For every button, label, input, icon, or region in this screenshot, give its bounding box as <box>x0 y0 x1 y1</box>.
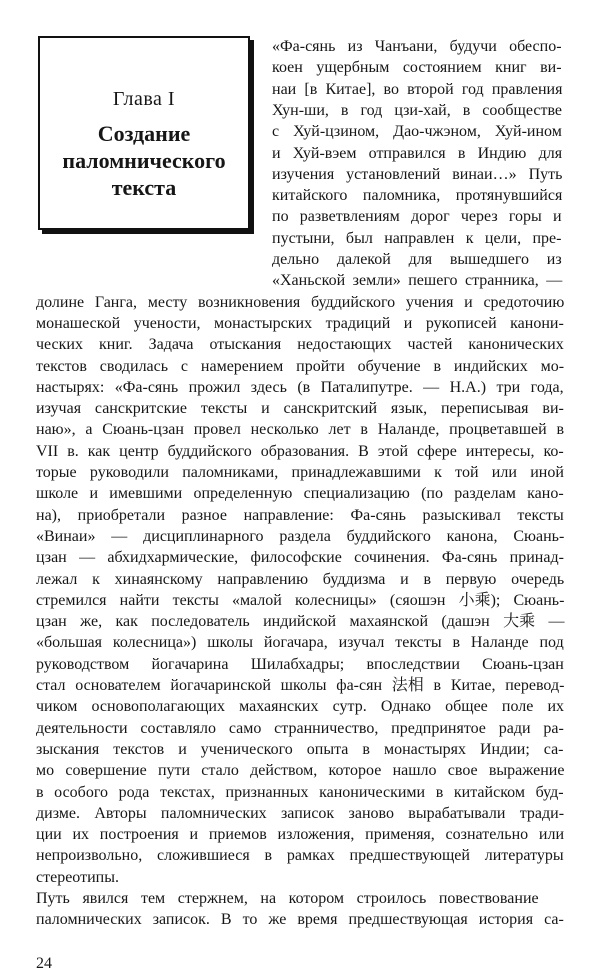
text-line: наю», а Сюань-цзан провел несколько лет в Наланде, процветавшей в <box>36 421 565 439</box>
text-line: наи [в Китае], во второй год правления <box>272 80 563 98</box>
text-line: дизме. Авторы паломнических записок заново вырабатывали тради- <box>36 804 565 822</box>
text-line: цзан же, как последователь индийской махаянской (дашэн 大乘 — <box>36 613 565 631</box>
text-line: дельно далекой для вышедшего из <box>272 251 562 268</box>
text-line: коен ущербным состоянием книг ви- <box>272 59 562 77</box>
chapter-heading-box <box>38 36 250 230</box>
chapter-title-line: текста <box>111 175 177 200</box>
text-line: в особого рода текстах, признанных каноническими в китайском буд- <box>36 783 564 801</box>
text-line: текстов сводилась с намерением пройти обучение в индийских мо- <box>36 357 565 375</box>
text-line: чиком основополагающих махаянских сутр. Однако общее поле их <box>36 698 565 716</box>
text-line: по разветвлениям дорог через горы и <box>272 208 562 226</box>
text-line: руководством йогачарина Шилабхадры; впоследствии Сюань-цзан <box>36 655 564 673</box>
text-line: и Хуй-вэем отправился в Индию для <box>272 144 563 162</box>
text-line: стал основателем йогачаринской школы фа-сян 法相 в Китае, перевод- <box>36 677 565 694</box>
text-line: пустыни, был направлен к цели, пре- <box>272 229 562 247</box>
text-line: ции их построения и приемов изложения, применяя, сознательно или <box>36 826 564 844</box>
text-line: VII в. как центр буддийского образования. В этой сфере интересы, ко- <box>36 442 564 460</box>
chapter-label: Глава I <box>112 88 176 110</box>
text-line: монашеской учености, монастырских традиций и рукописей канони- <box>36 314 564 332</box>
text-line: Путь явился тем стержнем, на котором строилось повествование <box>36 890 539 907</box>
text-line: «Винаи» — дисциплинарного раздела буддийского канона, Сюань- <box>36 527 565 545</box>
text-line: с Хуй-цзином, Дао-чжэном, Хуй-ином <box>272 123 562 141</box>
text-line: Хун-ши, в год цзи-хай, в сообществе <box>272 101 563 119</box>
text-line: деятельности составляло само странничество, предпринятое ради ра- <box>36 719 564 737</box>
chapter-title-line: Создание <box>97 121 191 146</box>
text-line: изучения установлений винаи…» Путь <box>272 165 563 183</box>
text-line: изучая санскритские тексты и санскритский язык, переписывая ви- <box>36 400 564 418</box>
text-line: «Фа-сянь из Чанъани, будучи обеспо- <box>272 38 562 55</box>
text-line: лежал к хинаянскому направлению буддизма и в первую очередь <box>36 570 565 588</box>
text-line: цзан — абхидхармические, философские сочинения. Фа-сянь принад- <box>36 549 564 567</box>
text-line: китайского паломника, протянувшийся <box>272 187 563 205</box>
chapter-title <box>40 120 248 201</box>
text-line: стремился найти тексты «малой колесницы» (сяошэн 小乘); Сюань- <box>36 591 565 609</box>
text-line: школе и имевшими определенную специализацию (по разделам кано- <box>36 485 564 503</box>
text-line: ческих книг. Задача отыскания недостающих частей канонических <box>36 336 564 354</box>
text-line: долине Ганга, месту возникновения буддийского учения и средоточию <box>36 293 565 311</box>
text-line: мо совершение пути стало действом, которое нашло свое выражение <box>36 762 565 780</box>
text-line: настырях: «Фа-сянь прожил здесь (в Паталипутре. — Н.А.) три года, <box>36 378 564 396</box>
text-line: «большая колесница») школы йогачара, изучал тексты в Наланде под <box>36 634 564 652</box>
text-line: торые руководили паломниками, принадлежавшими к той или иной <box>36 464 564 481</box>
text-line: стереотипы. <box>36 868 119 886</box>
page-number: 24 <box>36 954 52 972</box>
text-line: зыскания текстов и ученического опыта в монастырях Индии; са- <box>36 740 564 758</box>
text-line: непроизвольно, сложившиеся в рамках предшествующей литературы <box>36 847 564 865</box>
text-line: «Ханьской земли» пешего странника, — <box>272 272 563 290</box>
text-line: на), приобретали разное направление: Фа-сянь разыскивал тексты <box>36 506 564 524</box>
chapter-title-line: паломнического <box>62 148 226 173</box>
text-line: паломнических записок. В то же время предшествующая история са- <box>36 911 564 929</box>
